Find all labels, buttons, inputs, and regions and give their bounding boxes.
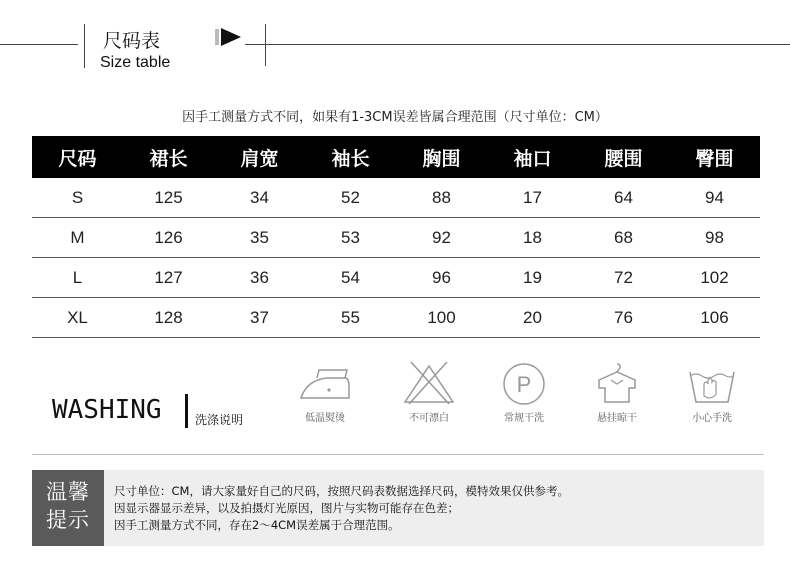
wash-item-hand-wash bbox=[672, 358, 752, 424]
table-cell: 55 bbox=[305, 298, 396, 338]
table-row bbox=[32, 258, 760, 298]
tips-content bbox=[104, 470, 764, 546]
table-cell: 68 bbox=[578, 218, 669, 258]
table-cell: 94 bbox=[669, 178, 760, 218]
wash-label: 悬挂晾干 bbox=[597, 413, 637, 424]
hang-dry-icon bbox=[585, 358, 649, 406]
col-header: 肩宽 bbox=[214, 136, 305, 178]
dry-clean-letter: P bbox=[516, 372, 532, 397]
table-cell: 88 bbox=[396, 178, 487, 218]
col-header: 袖长 bbox=[305, 136, 396, 178]
wash-item-iron bbox=[285, 358, 365, 424]
table-cell: 100 bbox=[396, 298, 487, 338]
header-rule-left bbox=[0, 44, 78, 45]
table-cell: 92 bbox=[396, 218, 487, 258]
table-cell: 96 bbox=[396, 258, 487, 298]
size-table-header-row bbox=[32, 136, 760, 178]
table-cell: 72 bbox=[578, 258, 669, 298]
wash-item-no-bleach bbox=[389, 358, 469, 424]
table-cell: 98 bbox=[669, 218, 760, 258]
table-cell: XL bbox=[32, 298, 123, 338]
col-header: 裙长 bbox=[123, 136, 214, 178]
header-rule-right bbox=[245, 44, 790, 45]
washing-title: WASHING bbox=[52, 395, 162, 425]
dry-clean-p-icon bbox=[492, 358, 556, 406]
hand-wash-icon bbox=[680, 358, 744, 406]
table-cell: 19 bbox=[487, 258, 578, 298]
washing-subtitle: 洗涤说明 bbox=[195, 413, 244, 427]
tips-heading bbox=[32, 470, 104, 546]
table-cell: 76 bbox=[578, 298, 669, 338]
iron-low-icon bbox=[293, 358, 357, 406]
col-header: 臀围 bbox=[669, 136, 760, 178]
table-cell: 54 bbox=[305, 258, 396, 298]
table-row bbox=[32, 178, 760, 218]
tips-heading-line: 温馨 bbox=[46, 480, 90, 504]
tips-line: 尺寸单位：CM，请大家量好自己的尺码，按照尺码表数据选择尺码，模特效果仅供参考。 bbox=[114, 484, 569, 498]
table-cell: 128 bbox=[123, 298, 214, 338]
play-arrow-icon bbox=[215, 27, 247, 51]
header-bracket-right bbox=[265, 24, 266, 66]
measurement-note: 因手工测量方式不同，如果有1-3CM误差皆属合理范围（尺寸单位：CM） bbox=[182, 110, 608, 125]
section-divider bbox=[32, 454, 764, 455]
table-cell: 52 bbox=[305, 178, 396, 218]
washing-divider bbox=[185, 394, 188, 428]
table-cell: 53 bbox=[305, 218, 396, 258]
wash-label: 小心手洗 bbox=[692, 413, 732, 424]
table-cell: 35 bbox=[214, 218, 305, 258]
wash-item-hang-dry bbox=[577, 358, 657, 424]
col-header: 袖口 bbox=[487, 136, 578, 178]
table-cell: 127 bbox=[123, 258, 214, 298]
col-header: 腰围 bbox=[578, 136, 669, 178]
table-cell: 34 bbox=[214, 178, 305, 218]
wash-label: 常规干洗 bbox=[504, 413, 544, 424]
table-cell: S bbox=[32, 178, 123, 218]
table-cell: 20 bbox=[487, 298, 578, 338]
table-cell: 64 bbox=[578, 178, 669, 218]
tips-line: 因手工测量方式不同，存在2～4CM误差属于合理范围。 bbox=[114, 518, 400, 532]
table-row bbox=[32, 298, 760, 338]
wash-label: 不可漂白 bbox=[409, 413, 449, 424]
table-cell: 106 bbox=[669, 298, 760, 338]
table-cell: 125 bbox=[123, 178, 214, 218]
table-cell: 37 bbox=[214, 298, 305, 338]
table-cell: 17 bbox=[487, 178, 578, 218]
col-header: 胸围 bbox=[396, 136, 487, 178]
tips-heading-line: 提示 bbox=[46, 508, 90, 532]
table-cell: 36 bbox=[214, 258, 305, 298]
table-cell: L bbox=[32, 258, 123, 298]
table-cell: 102 bbox=[669, 258, 760, 298]
wash-label: 低温熨烫 bbox=[305, 413, 345, 424]
size-table bbox=[32, 136, 760, 338]
table-cell: 18 bbox=[487, 218, 578, 258]
page-subtitle: Size table bbox=[100, 54, 171, 71]
header-bracket-left bbox=[84, 24, 85, 68]
table-cell: M bbox=[32, 218, 123, 258]
tips-line: 因显示器显示差异，以及拍摄灯光原因，图片与实物可能存在色差； bbox=[114, 501, 459, 515]
col-header: 尺码 bbox=[32, 136, 123, 178]
page-title: 尺码表 bbox=[103, 30, 161, 52]
table-row bbox=[32, 218, 760, 258]
no-bleach-icon bbox=[397, 358, 461, 406]
wash-item-dry-clean bbox=[484, 358, 564, 424]
table-cell: 126 bbox=[123, 218, 214, 258]
